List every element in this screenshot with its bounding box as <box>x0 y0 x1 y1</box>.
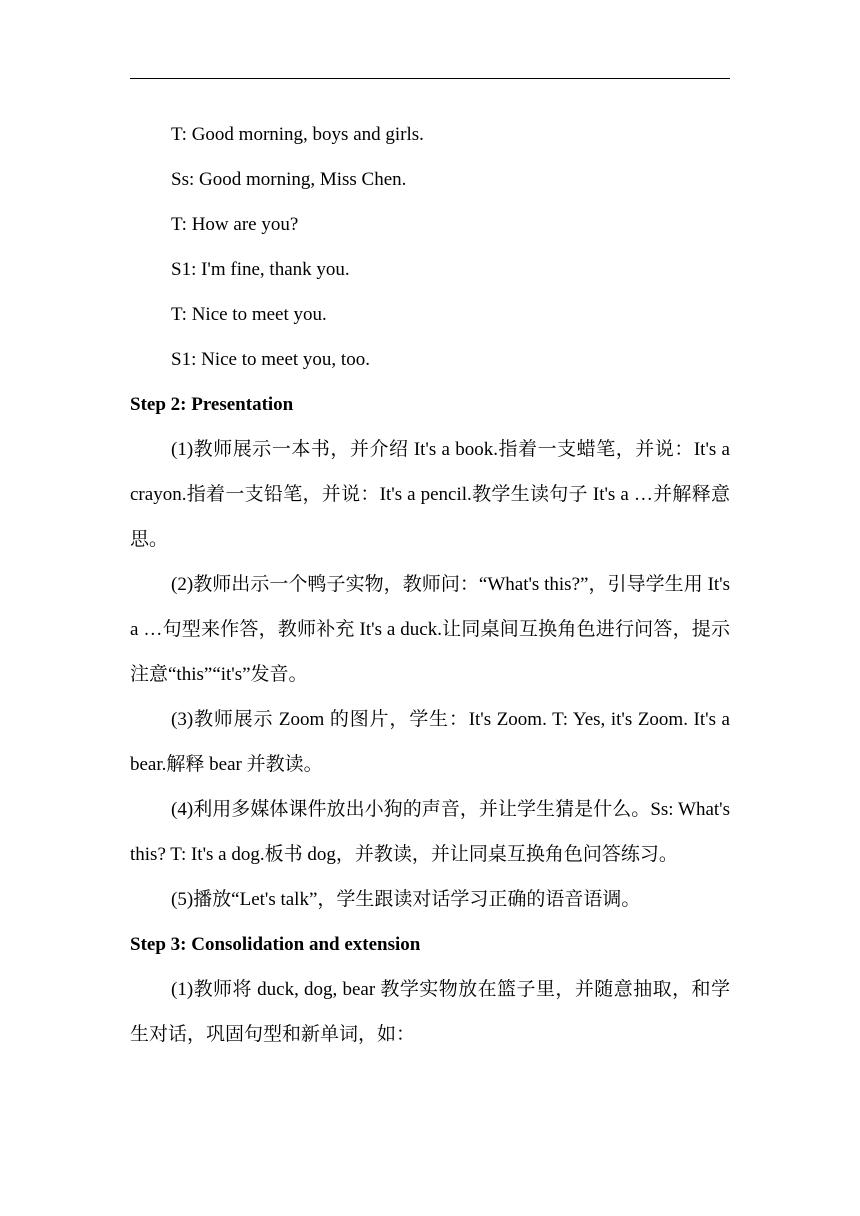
document-body <box>130 112 730 1057</box>
header-rule <box>130 78 730 79</box>
step2-heading: Step 2: Presentation <box>130 394 294 415</box>
dialogue-line: T: Good morning, boys and girls. <box>171 124 424 145</box>
step2-paragraph-1: (1)教师展示一本书，并介绍 It's a book.指着一支蜡笔，并说：It's a crayon.指着一支铅笔，并说：It's a pencil.教学生读句子 It's a …并解释意思。 <box>130 439 730 550</box>
step2-paragraph-4: (4)利用多媒体课件放出小狗的声音，并让学生猜是什么。Ss: What's this? T: It's a dog.板书 dog，并教读，并让同桌互换角色问答练习。 <box>130 799 730 865</box>
dialogue-line: T: Nice to meet you. <box>171 304 327 325</box>
dialogue-line: S1: I'm fine, thank you. <box>171 259 350 280</box>
step3-heading: Step 3: Consolidation and extension <box>130 934 421 955</box>
step2-paragraph-5: (5)播放“Let's talk”，学生跟读对话学习正确的语音语调。 <box>171 889 641 910</box>
dialogue-line: T: How are you? <box>171 214 299 235</box>
dialogue-line: S1: Nice to meet you, too. <box>171 349 370 370</box>
dialogue-line: Ss: Good morning, Miss Chen. <box>171 169 407 190</box>
step3-paragraph-1: (1)教师将 duck, dog, bear 教学实物放在篮子里，并随意抽取，和学生对话，巩固句型和新单词，如： <box>130 979 730 1045</box>
step2-paragraph-3: (3)教师展示 Zoom 的图片，学生：It's Zoom. T: Yes, it's Zoom. It's a bear.解释 bear 并教读。 <box>130 709 730 775</box>
step2-paragraph-2: (2)教师出示一个鸭子实物，教师问：“What's this?”，引导学生用 It's a …句型来作答，教师补充 It's a duck.让同桌间互换角色进行问答，提示注意“this”“it's”发音。 <box>130 574 730 685</box>
